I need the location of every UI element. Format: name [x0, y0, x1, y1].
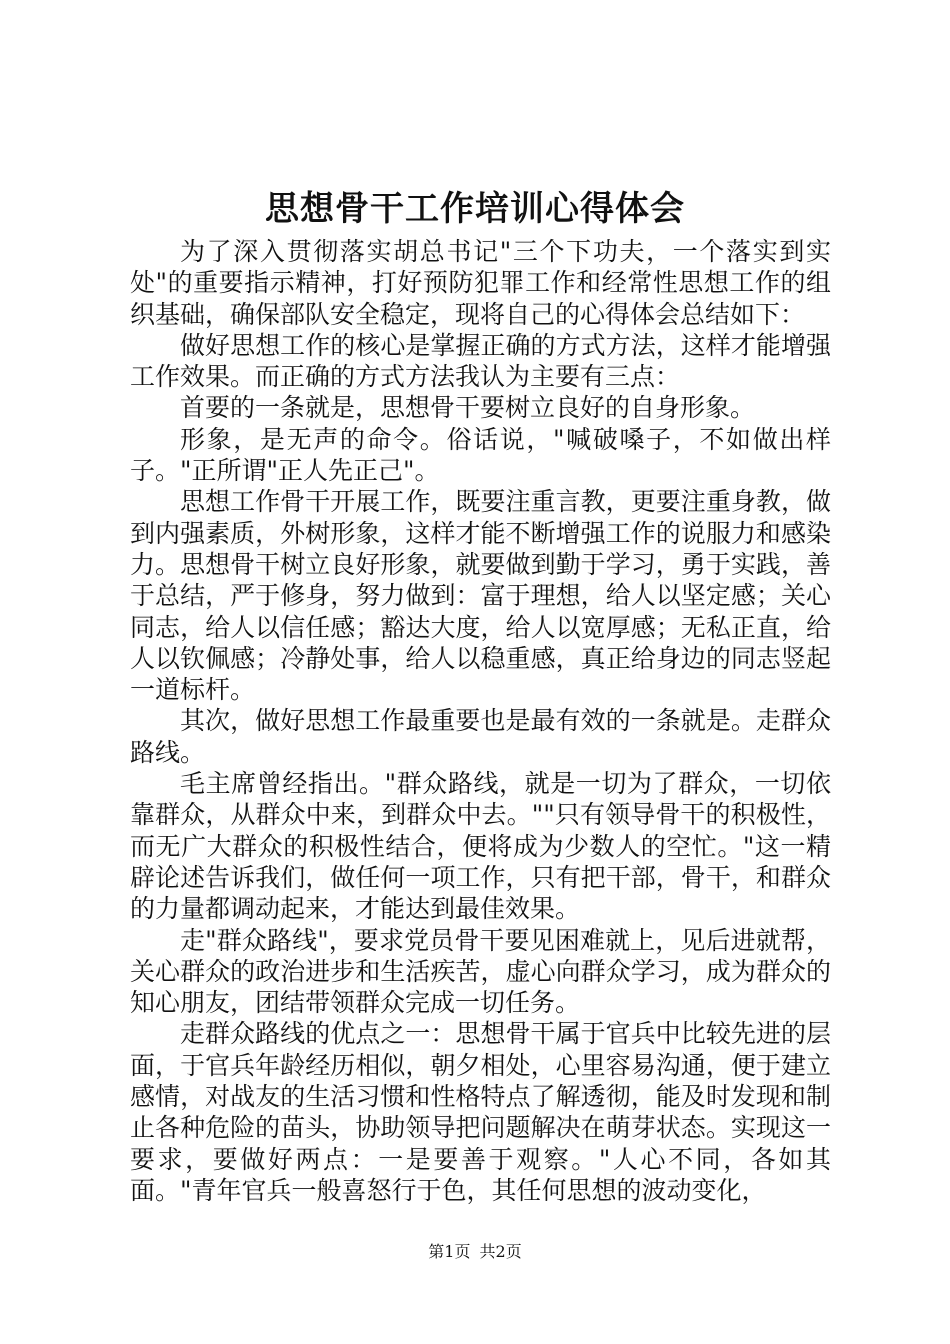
paragraph: 做好思想工作的核心是掌握正确的方式方法，这样才能增强工作效果。而正确的方式方法我认为主要有三点： — [130, 330, 831, 392]
paragraph: 形象，是无声的命令。俗话说，"喊破嗓子，不如做出样子。"正所谓"正人先正己"。 — [130, 424, 831, 486]
document-body — [130, 236, 831, 1206]
page-total: 共2页 — [479, 1242, 522, 1261]
paragraph: 走群众路线的优点之一：思想骨干属于官兵中比较先进的层面，于官兵年龄经历相似，朝夕相处，心里容易沟通，便于建立感情，对战友的生活习惯和性格特点了解透彻，能及时发现和制止各种危险的苗头，协助领导把问题解决在萌芽状态。实现这一要求，要做好两点：一是要善于观察。"人心不同，各如其面。"青年官兵一般喜怒行于色，其任何思想的波动变化， — [130, 1019, 831, 1205]
paragraph: 首要的一条就是，思想骨干要树立良好的自身形象。 — [180, 393, 756, 423]
paragraph: 思想工作骨干开展工作，既要注重言教，更要注重身教，做到内强素质，外树形象，这样才能不断增强工作的说服力和感染力。思想骨干树立良好形象，就要做到勤于学习，勇于实践，善于总结，严于修身，努力做到：富于理想，给人以坚定感；关心同志，给人以信任感；豁达大度，给人以宽厚感；无私正直，给人以钦佩感；冷静处事，给人以稳重感，真正给身边的同志竖起一道标杆。 — [130, 487, 831, 705]
paragraph: 为了深入贯彻落实胡总书记"三个下功夫，一个落实到实处"的重要指示精神，打好预防犯罪工作和经常性思想工作的组织基础，确保部队安全稳定，现将自己的心得体会总结如下： — [130, 237, 831, 329]
paragraph: 走"群众路线"，要求党员骨干要见困难就上，见后进就帮，关心群众的政治进步和生活疾苦，虚心向群众学习，成为群众的知心朋友，团结带领群众完成一切任务。 — [130, 925, 831, 1018]
document-title: 思想骨干工作培训心得体会 — [265, 189, 685, 229]
page-number: 第1页 — [428, 1242, 471, 1261]
paragraph: 毛主席曾经指出。"群众路线，就是一切为了群众，一切依靠群众，从群众中来，到群众中去。""只有领导骨干的积极性，而无广大群众的积极性结合，便将成为少数人的空忙。"这一精辟论述告诉我们，做任何一项工作，只有把干部，骨干，和群众的力量都调动起来，才能达到最佳效果。 — [130, 769, 831, 924]
paragraph: 其次，做好思想工作最重要也是最有效的一条就是。走群众路线。 — [130, 706, 831, 767]
page-footer — [0, 1242, 950, 1262]
